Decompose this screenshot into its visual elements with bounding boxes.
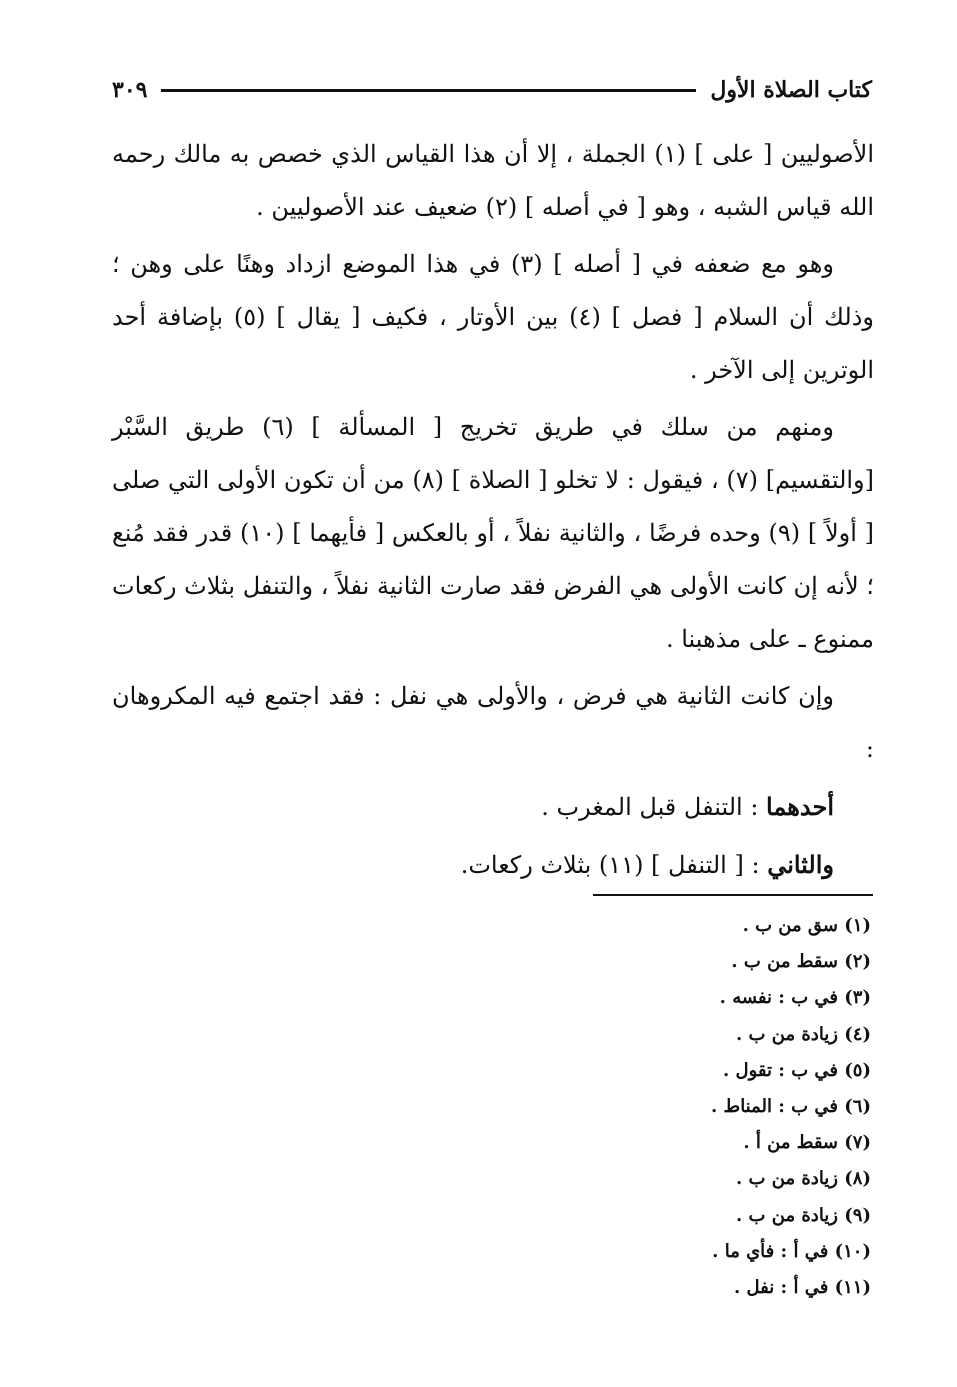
list-item-first	[112, 780, 834, 834]
running-header	[112, 72, 872, 108]
paragraph-2: وهو مع ضعفه في [ أصله ] (٣) في هذا الموضع ازداد وهنًا على وهن ؛ وذلك أن السلام [ فصل ] (٤) بين الأوتار ، فكيف [ يقال ] (٥) بإضافة أحد الوترين إلى الآخر .	[112, 250, 874, 384]
footnote-5: (٥) في ب : تقول .	[722, 1059, 871, 1081]
second-item-text: : [ التنفل ] (١١) بثلاث ركعات.	[460, 851, 760, 879]
paragraph-1: الأصوليين [ على ] (١) الجملة ، إلا أن هذا القياس الذي خصص به مالك رحمه الله قياس الشبه ، وهو [ في أصله ] (٢) ضعيف عند الأصوليين .	[112, 140, 874, 221]
page-number: ٣٠٩	[112, 77, 148, 103]
footnote-10: (١٠) في أ : فأي ما .	[712, 1240, 871, 1262]
header-rule	[161, 89, 696, 92]
footnote-4: (٤) زيادة من ب .	[736, 1023, 871, 1045]
footnote-11: (١١) في أ : نفل .	[734, 1277, 871, 1299]
footnotes-list	[471, 908, 871, 1306]
footnote-8: (٨) زيادة من ب .	[736, 1168, 871, 1190]
footnote-9: (٩) زيادة من ب .	[736, 1204, 871, 1226]
footnote-7: (٧) سقط من أ .	[743, 1132, 871, 1154]
footnote-separator	[593, 894, 873, 896]
paragraph-4: وإن كانت الثانية هي فرض ، والأولى هي نفل : فقد اجتمع فيه المكروهان :	[112, 682, 874, 763]
second-item-label: والثاني	[767, 850, 834, 879]
book-title: كتاب الصلاة الأول	[710, 77, 872, 103]
footnote-3: (٣) في ب : نفسه .	[719, 987, 871, 1009]
paragraph-3: ومنهم من سلك في طريق تخريج [ المسألة ] (٦) طريق السَّبْر [والتقسيم] (٧) ، فيقول : لا تخلو [ الصلاة ] (٨) من أن تكون الأولى التي صلى [ أولاً ] (٩) وحده فرضًا ، والثانية نفلاً ، أو بالعكس [ فأيهما ] (١٠) قدر فقد مُنع ؛ لأنه إن كانت الأولى هي الفرض فقد صارت الثانية نفلاً ، والتنفل بثلاث ركعات ممنوع ـ على مذهبنا .	[112, 413, 875, 653]
footnote-2: (٢) سقط من ب .	[731, 951, 871, 973]
first-item-label: أحدهما	[766, 792, 834, 821]
footnote-1: (١) سق من ب .	[742, 915, 871, 936]
list-item-second	[112, 838, 834, 892]
footnote-6: (٦) في ب : المناط .	[711, 1096, 871, 1118]
first-item-text: : التنفل قبل المغرب .	[541, 793, 759, 821]
main-text	[112, 128, 874, 896]
